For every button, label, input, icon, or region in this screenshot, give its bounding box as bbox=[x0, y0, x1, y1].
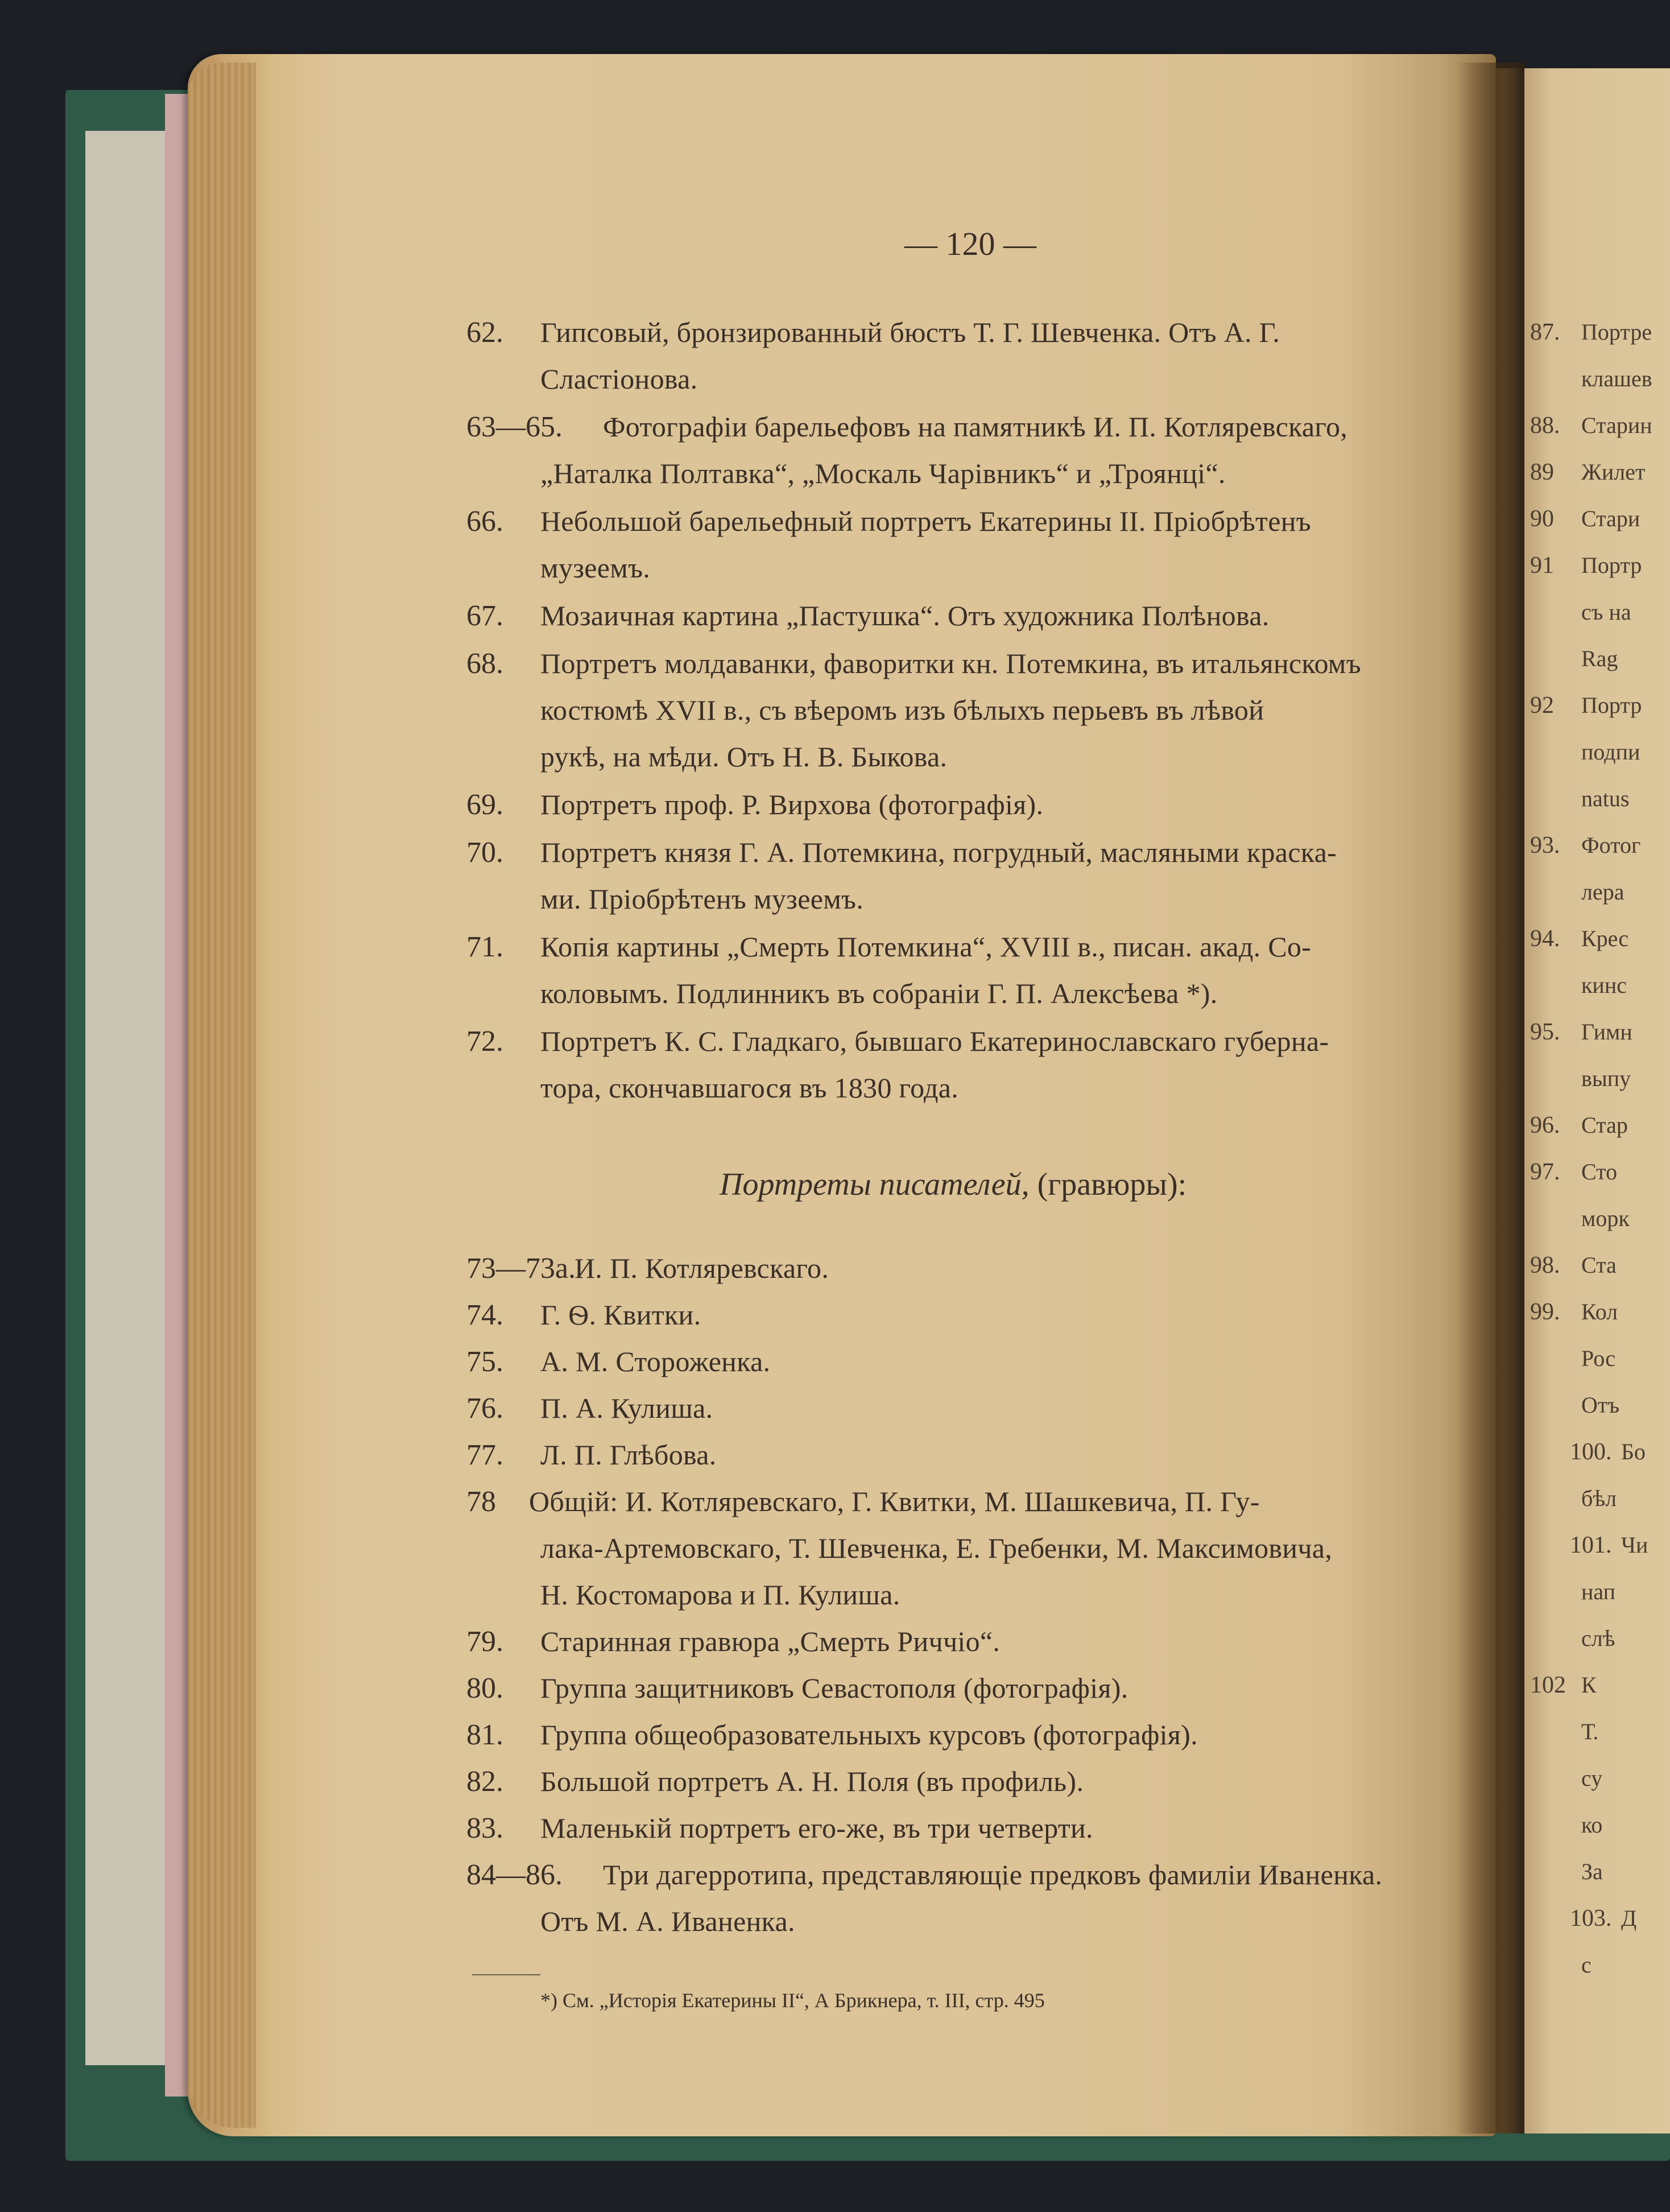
right-entry-text: Портре bbox=[1581, 319, 1652, 345]
right-entry-text: Рос bbox=[1581, 1346, 1615, 1371]
right-entry-text: су bbox=[1581, 1765, 1603, 1791]
entry-text-line: Портретъ проф. Р. Вирхова (фотографія). bbox=[540, 789, 1044, 820]
entry-text-line: Портретъ молдаванки, фаворитки кн. Потемкина, въ итальянскомъ bbox=[540, 647, 1361, 679]
right-entry-number: 91 bbox=[1530, 552, 1554, 579]
entry-number: 76. bbox=[466, 1392, 503, 1425]
right-entry-number: 88. bbox=[1530, 412, 1560, 439]
entry-text-line: Портретъ К. С. Гладкаго, бывшаго Екатеринославскаго губерна- bbox=[540, 1025, 1329, 1057]
entry-text-line: музеемъ. bbox=[540, 552, 651, 584]
right-entry-number: 97. bbox=[1530, 1159, 1560, 1185]
right-entry-number: 101. bbox=[1570, 1532, 1612, 1558]
entry-text-line: Старинная гравюра „Смерть Риччіо“. bbox=[540, 1625, 1001, 1657]
entry-text-line: Отъ М. А. Иваненка. bbox=[540, 1905, 795, 1937]
entry-text-line: „Наталка Полтавка“, „Москаль Чарівникъ“ и „Троянці“. bbox=[540, 457, 1226, 489]
right-entry-number: 89 bbox=[1530, 459, 1554, 485]
right-entry-text: выпу bbox=[1581, 1066, 1631, 1091]
right-entry-number: 103. bbox=[1570, 1905, 1612, 1932]
right-entry-text: Фотог bbox=[1581, 832, 1641, 858]
entry-text-line: Группа общеобразовательныхъ курсовъ (фотографія). bbox=[540, 1719, 1198, 1751]
entry-text-line: А. М. Стороженка. bbox=[540, 1346, 771, 1377]
entry-number: 81. bbox=[466, 1719, 503, 1751]
right-entry-number: 99. bbox=[1530, 1299, 1560, 1325]
right-entry-text: За bbox=[1581, 1859, 1603, 1884]
right-entry-number: 95. bbox=[1530, 1019, 1560, 1045]
entry-text-line: Гипсовый, бронзированный бюстъ Т. Г. Шевченка. Отъ А. Г. bbox=[540, 316, 1280, 348]
right-entry-number: 100. bbox=[1570, 1439, 1612, 1465]
entry-text-line: Три дагерротипа, представляющіе предковъ фамиліи Иваненка. bbox=[603, 1859, 1383, 1891]
right-entry-text: natus bbox=[1581, 786, 1630, 811]
page-edges bbox=[188, 63, 256, 2128]
entry-number: 69. bbox=[466, 789, 503, 821]
entry-text-line: Маленькій портретъ его-же, въ три четверти. bbox=[540, 1812, 1093, 1844]
right-entry-text: подпи bbox=[1581, 739, 1640, 765]
right-entry-number: 93. bbox=[1530, 832, 1560, 859]
book-gutter bbox=[1456, 63, 1524, 2133]
entry-text-line: П. А. Кулиша. bbox=[540, 1392, 713, 1424]
right-entry-text: Ста bbox=[1581, 1252, 1617, 1278]
right-entry-text: Rag bbox=[1581, 646, 1618, 671]
right-entry-text: Отъ bbox=[1581, 1392, 1620, 1418]
entry-text-line: Копія картины „Смерть Потемкина“, XVIII в., писан. акад. Со- bbox=[540, 931, 1312, 963]
right-entry-text: Чи bbox=[1621, 1532, 1648, 1558]
right-entry-number: 94. bbox=[1530, 926, 1560, 952]
right-entry-number: 98. bbox=[1530, 1252, 1560, 1278]
entry-text-line: Портретъ князя Г. А. Потемкина, погрудный, масляными краска- bbox=[540, 836, 1337, 868]
entry-number: 73—73а. bbox=[466, 1252, 576, 1285]
page-number: — 120 — bbox=[904, 225, 1036, 262]
entry-text-line: Г. Ѳ. Квитки. bbox=[540, 1299, 701, 1331]
entry-text-line: лака-Артемовскаго, Т. Шевченка, Е. Гребенки, М. Максимовича, bbox=[540, 1532, 1333, 1564]
right-entry-text: Старин bbox=[1581, 412, 1652, 438]
entry-text-line: костюмѣ XVII в., съ вѣеромъ изъ бѣлыхъ перьевъ въ лѣвой bbox=[540, 694, 1264, 726]
right-entry-text: К bbox=[1581, 1672, 1597, 1698]
right-entry-text: Кол bbox=[1581, 1299, 1618, 1324]
entry-text-line: коловымъ. Подлинникъ въ собраніи Г. П. Алексѣева *). bbox=[540, 977, 1218, 1009]
right-entry-text: Гимн bbox=[1581, 1019, 1632, 1045]
entry-number: 70. bbox=[466, 836, 503, 869]
entry-number: 66. bbox=[466, 505, 503, 538]
entry-number: 74. bbox=[466, 1299, 503, 1331]
entry-number: 82. bbox=[466, 1765, 503, 1798]
right-entry-number: 87. bbox=[1530, 319, 1560, 345]
entry-number: 68. bbox=[466, 647, 503, 680]
right-entry-number: 102 bbox=[1530, 1672, 1566, 1698]
entry-text-line: Фотографіи барельефовъ на памятникѣ И. П. Котляревскаго, bbox=[603, 411, 1348, 443]
entry-text-line: Мозаичная картина „Пастушка“. Отъ художника Полѣнова. bbox=[540, 600, 1270, 632]
right-entry-text: слѣ bbox=[1581, 1625, 1615, 1651]
entry-text-line: И. П. Котляревскаго. bbox=[574, 1252, 829, 1284]
entry-number: 75. bbox=[466, 1346, 503, 1378]
section-heading: Портреты писателей, (гравюры): bbox=[720, 1167, 1187, 1202]
right-entry-text: Крес bbox=[1581, 926, 1629, 951]
right-entry-number: 96. bbox=[1530, 1112, 1560, 1138]
right-entry-text: съ на bbox=[1581, 599, 1631, 625]
entry-text-line: ми. Пріобрѣтенъ музеемъ. bbox=[540, 883, 864, 915]
right-entry-text: с bbox=[1581, 1952, 1592, 1978]
right-entry-text: нап bbox=[1581, 1579, 1616, 1604]
right-entry-number: 90 bbox=[1530, 506, 1554, 532]
entry-number: 77. bbox=[466, 1439, 503, 1471]
entry-number: 78 bbox=[466, 1485, 496, 1518]
right-entry-text: Бо bbox=[1621, 1439, 1646, 1464]
entry-text-line: Л. П. Глѣбова. bbox=[540, 1439, 717, 1471]
entry-text-line: Большой портретъ А. Н. Поля (въ профиль). bbox=[540, 1765, 1084, 1797]
right-entry-text: Т. bbox=[1581, 1719, 1599, 1744]
entry-text-line: Общій: И. Котляревскаго, Г. Квитки, М. Шашкевича, П. Гу- bbox=[529, 1485, 1260, 1517]
footnote-rule bbox=[472, 1974, 540, 1975]
right-entry-text: Стари bbox=[1581, 506, 1640, 531]
entry-text-line: Небольшой барельефный портретъ Екатерины II. Пріобрѣтенъ bbox=[540, 505, 1311, 537]
entry-number: 71. bbox=[466, 931, 503, 963]
entry-number: 62. bbox=[466, 316, 503, 349]
right-entry-text: Д bbox=[1621, 1905, 1637, 1931]
entry-number: 80. bbox=[466, 1672, 503, 1705]
right-entry-text: клашев bbox=[1581, 366, 1652, 391]
entry-text-line: Сластіонова. bbox=[540, 363, 698, 395]
entry-number: 84—86. bbox=[466, 1859, 563, 1891]
right-entry-text: ко bbox=[1581, 1812, 1603, 1838]
entry-text-line: Н. Костомарова и П. Кулиша. bbox=[540, 1579, 900, 1611]
right-entry-text: Портр bbox=[1581, 552, 1642, 578]
right-entry-text: Жилет bbox=[1581, 459, 1646, 485]
right-entry-number: 92 bbox=[1530, 692, 1554, 719]
right-entry-text: бѣл bbox=[1581, 1485, 1617, 1511]
entry-text-line: Группа защитниковъ Севастополя (фотографія). bbox=[540, 1672, 1129, 1704]
right-entry-text: Портр bbox=[1581, 692, 1642, 718]
footnote: *) См. „Исторія Екатерины II“, А Брикнера, т. III, стр. 495 bbox=[540, 1989, 1045, 2012]
right-entry-text: кинс bbox=[1581, 972, 1627, 998]
entry-text-line: рукѣ, на мѣди. Отъ Н. В. Быкова. bbox=[540, 741, 948, 773]
entry-number: 72. bbox=[466, 1025, 503, 1058]
entry-number: 83. bbox=[466, 1812, 503, 1844]
right-entry-text: Стар bbox=[1581, 1112, 1628, 1138]
right-entry-text: лера bbox=[1581, 879, 1624, 905]
entry-number: 63—65. bbox=[466, 411, 563, 443]
right-entry-text: морк bbox=[1581, 1206, 1630, 1231]
entry-text-line: тора, скончавшагося въ 1830 года. bbox=[540, 1072, 958, 1104]
entry-number: 79. bbox=[466, 1625, 503, 1658]
entry-number: 67. bbox=[466, 600, 503, 632]
right-entry-text: Сто bbox=[1581, 1159, 1618, 1185]
